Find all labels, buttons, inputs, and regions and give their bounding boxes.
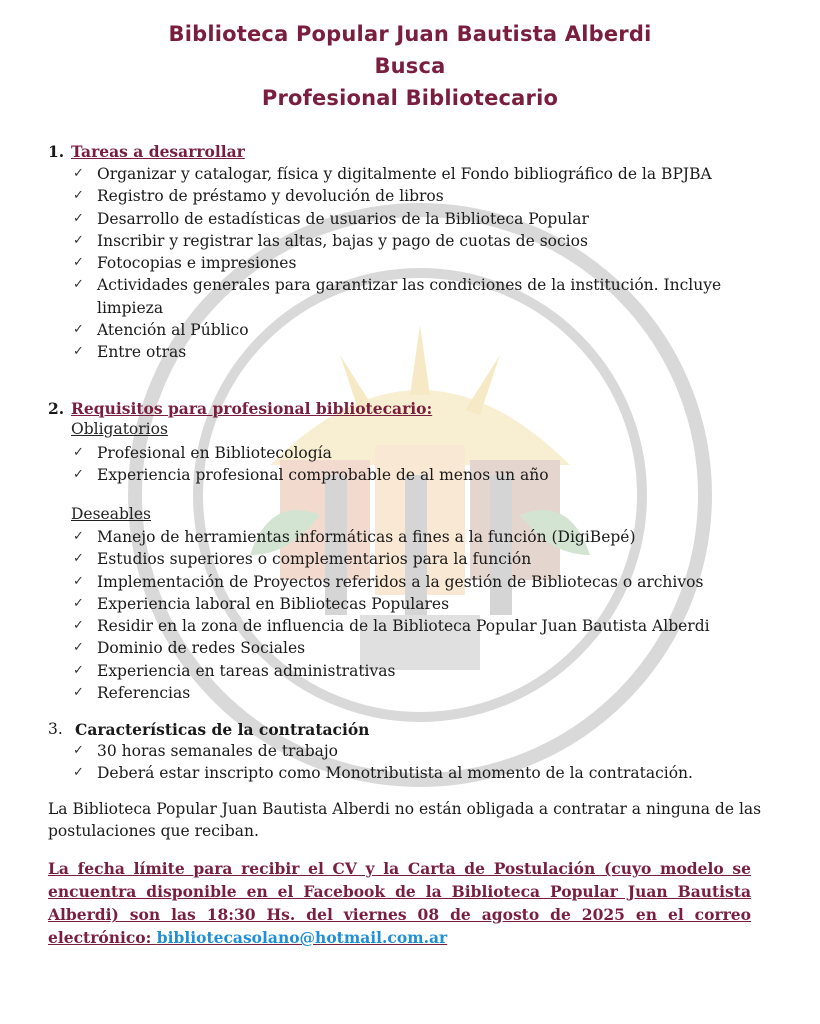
check-icon: ✓ [73, 529, 84, 544]
check-icon: ✓ [73, 210, 84, 226]
mandatory-requirements-list [71, 442, 751, 487]
check-icon: ✓ [73, 662, 84, 678]
list-item: ✓ 30 horas semanales de trabajo [71, 740, 761, 762]
section1-task-list [71, 163, 751, 364]
contact-email-link[interactable]: bibliotecasolano@hotmail.com.ar [156, 928, 448, 947]
list-item: ✓ Actividades generales para garantizar las condiciones de la institución. Incluye limpieza [73, 276, 722, 317]
list-item: ✓ Manejo de herramientas informáticas a fines a la función (DigiBepé) [71, 526, 761, 548]
header-title-line1: Biblioteca Popular Juan Bautista Alberdi [168, 22, 652, 46]
check-icon: ✓ [73, 255, 84, 271]
list-item: ✓ Profesional en Bibliotecología [71, 442, 751, 464]
desirable-requirements-list [71, 526, 761, 704]
list-item: ✓ Implementación de Proyectos referidos a la gestión de Bibliotecas o archivos [71, 571, 761, 593]
list-item: ✓ Referencias [71, 682, 761, 704]
list-item: ✓ Residir en la zona de influencia de la Biblioteca Popular Juan Bautista Alberdi [71, 615, 761, 637]
list-item: ✓ Dominio de redes Sociales [71, 637, 761, 659]
list-item: ✓ Experiencia profesional comprobable de al menos un año [71, 464, 751, 486]
check-icon: ✓ [73, 743, 84, 758]
check-icon: ✓ [73, 618, 84, 634]
list-item: ✓ Deberá estar inscripto como Monotributista al momento de la contratación. [71, 762, 761, 784]
list-item: ✓ Atención al Público [71, 319, 751, 341]
check-icon: ✓ [73, 765, 84, 781]
header-title-line2: Busca [374, 54, 446, 78]
mandatory-label: Obligatorios [71, 420, 168, 438]
check-icon: ✓ [73, 467, 84, 483]
list-item: ✓ Experiencia en tareas administrativas [71, 660, 761, 682]
list-item: ✓ Fotocopias e impresiones [71, 252, 751, 274]
check-icon: ✓ [73, 344, 84, 360]
section2-title: Requisitos para profesional bibliotecario: [71, 399, 433, 418]
check-icon: ✓ [73, 445, 84, 460]
check-icon: ✓ [73, 277, 84, 293]
list-item: ✓ Entre otras [71, 341, 751, 363]
section2-number: 2. [48, 399, 65, 418]
check-icon: ✓ [73, 640, 84, 656]
check-icon: ✓ [73, 188, 84, 204]
check-icon: ✓ [73, 166, 84, 181]
check-icon: ✓ [73, 573, 84, 589]
section1-title: Tareas a desarrollar [71, 142, 245, 161]
header-title-line3: Profesional Bibliotecario [261, 86, 559, 110]
check-icon: ✓ [73, 595, 84, 611]
desirable-label: Deseables [71, 505, 151, 523]
list-item: ✓ Inscribir y registrar las altas, bajas y pago de cuotas de socios [71, 230, 751, 252]
check-icon: ✓ [73, 322, 84, 338]
list-item: ✓ Organizar y catalogar, física y digitalmente el Fondo bibliográfico de la BPJBA [71, 163, 751, 185]
deadline-paragraph [48, 857, 751, 949]
check-icon: ✓ [73, 685, 84, 701]
check-icon: ✓ [73, 232, 84, 248]
list-item: ✓ Desarrollo de estadísticas de usuarios de la Biblioteca Popular [71, 208, 751, 230]
contract-conditions-list [71, 740, 761, 785]
deadline-text: La fecha límite para recibir el CV y la Carta de Postulación (cuyo modelo se encuentra disponible en el Facebook de la Biblioteca Popular Juan Bautista Alberdi) son las 18:30 Hs. del viernes 08 de agosto de 2025 en el correo electrónico: [48, 859, 751, 947]
check-icon: ✓ [73, 551, 84, 567]
list-item: ✓ Estudios superiores o complementarios para la función [71, 548, 761, 570]
list-item: ✓ Experiencia laboral en Bibliotecas Populares [71, 593, 761, 615]
section3-title: Características de la contratación [75, 720, 370, 739]
list-item: ✓ Registro de préstamo y devolución de libros [71, 185, 751, 207]
section3-number: 3. [48, 720, 63, 738]
disclaimer-paragraph: La Biblioteca Popular Juan Bautista Alberdi no están obligada a contratar a ninguna de las postulaciones que reciban. [48, 800, 762, 840]
section1-number: 1. [48, 142, 65, 161]
